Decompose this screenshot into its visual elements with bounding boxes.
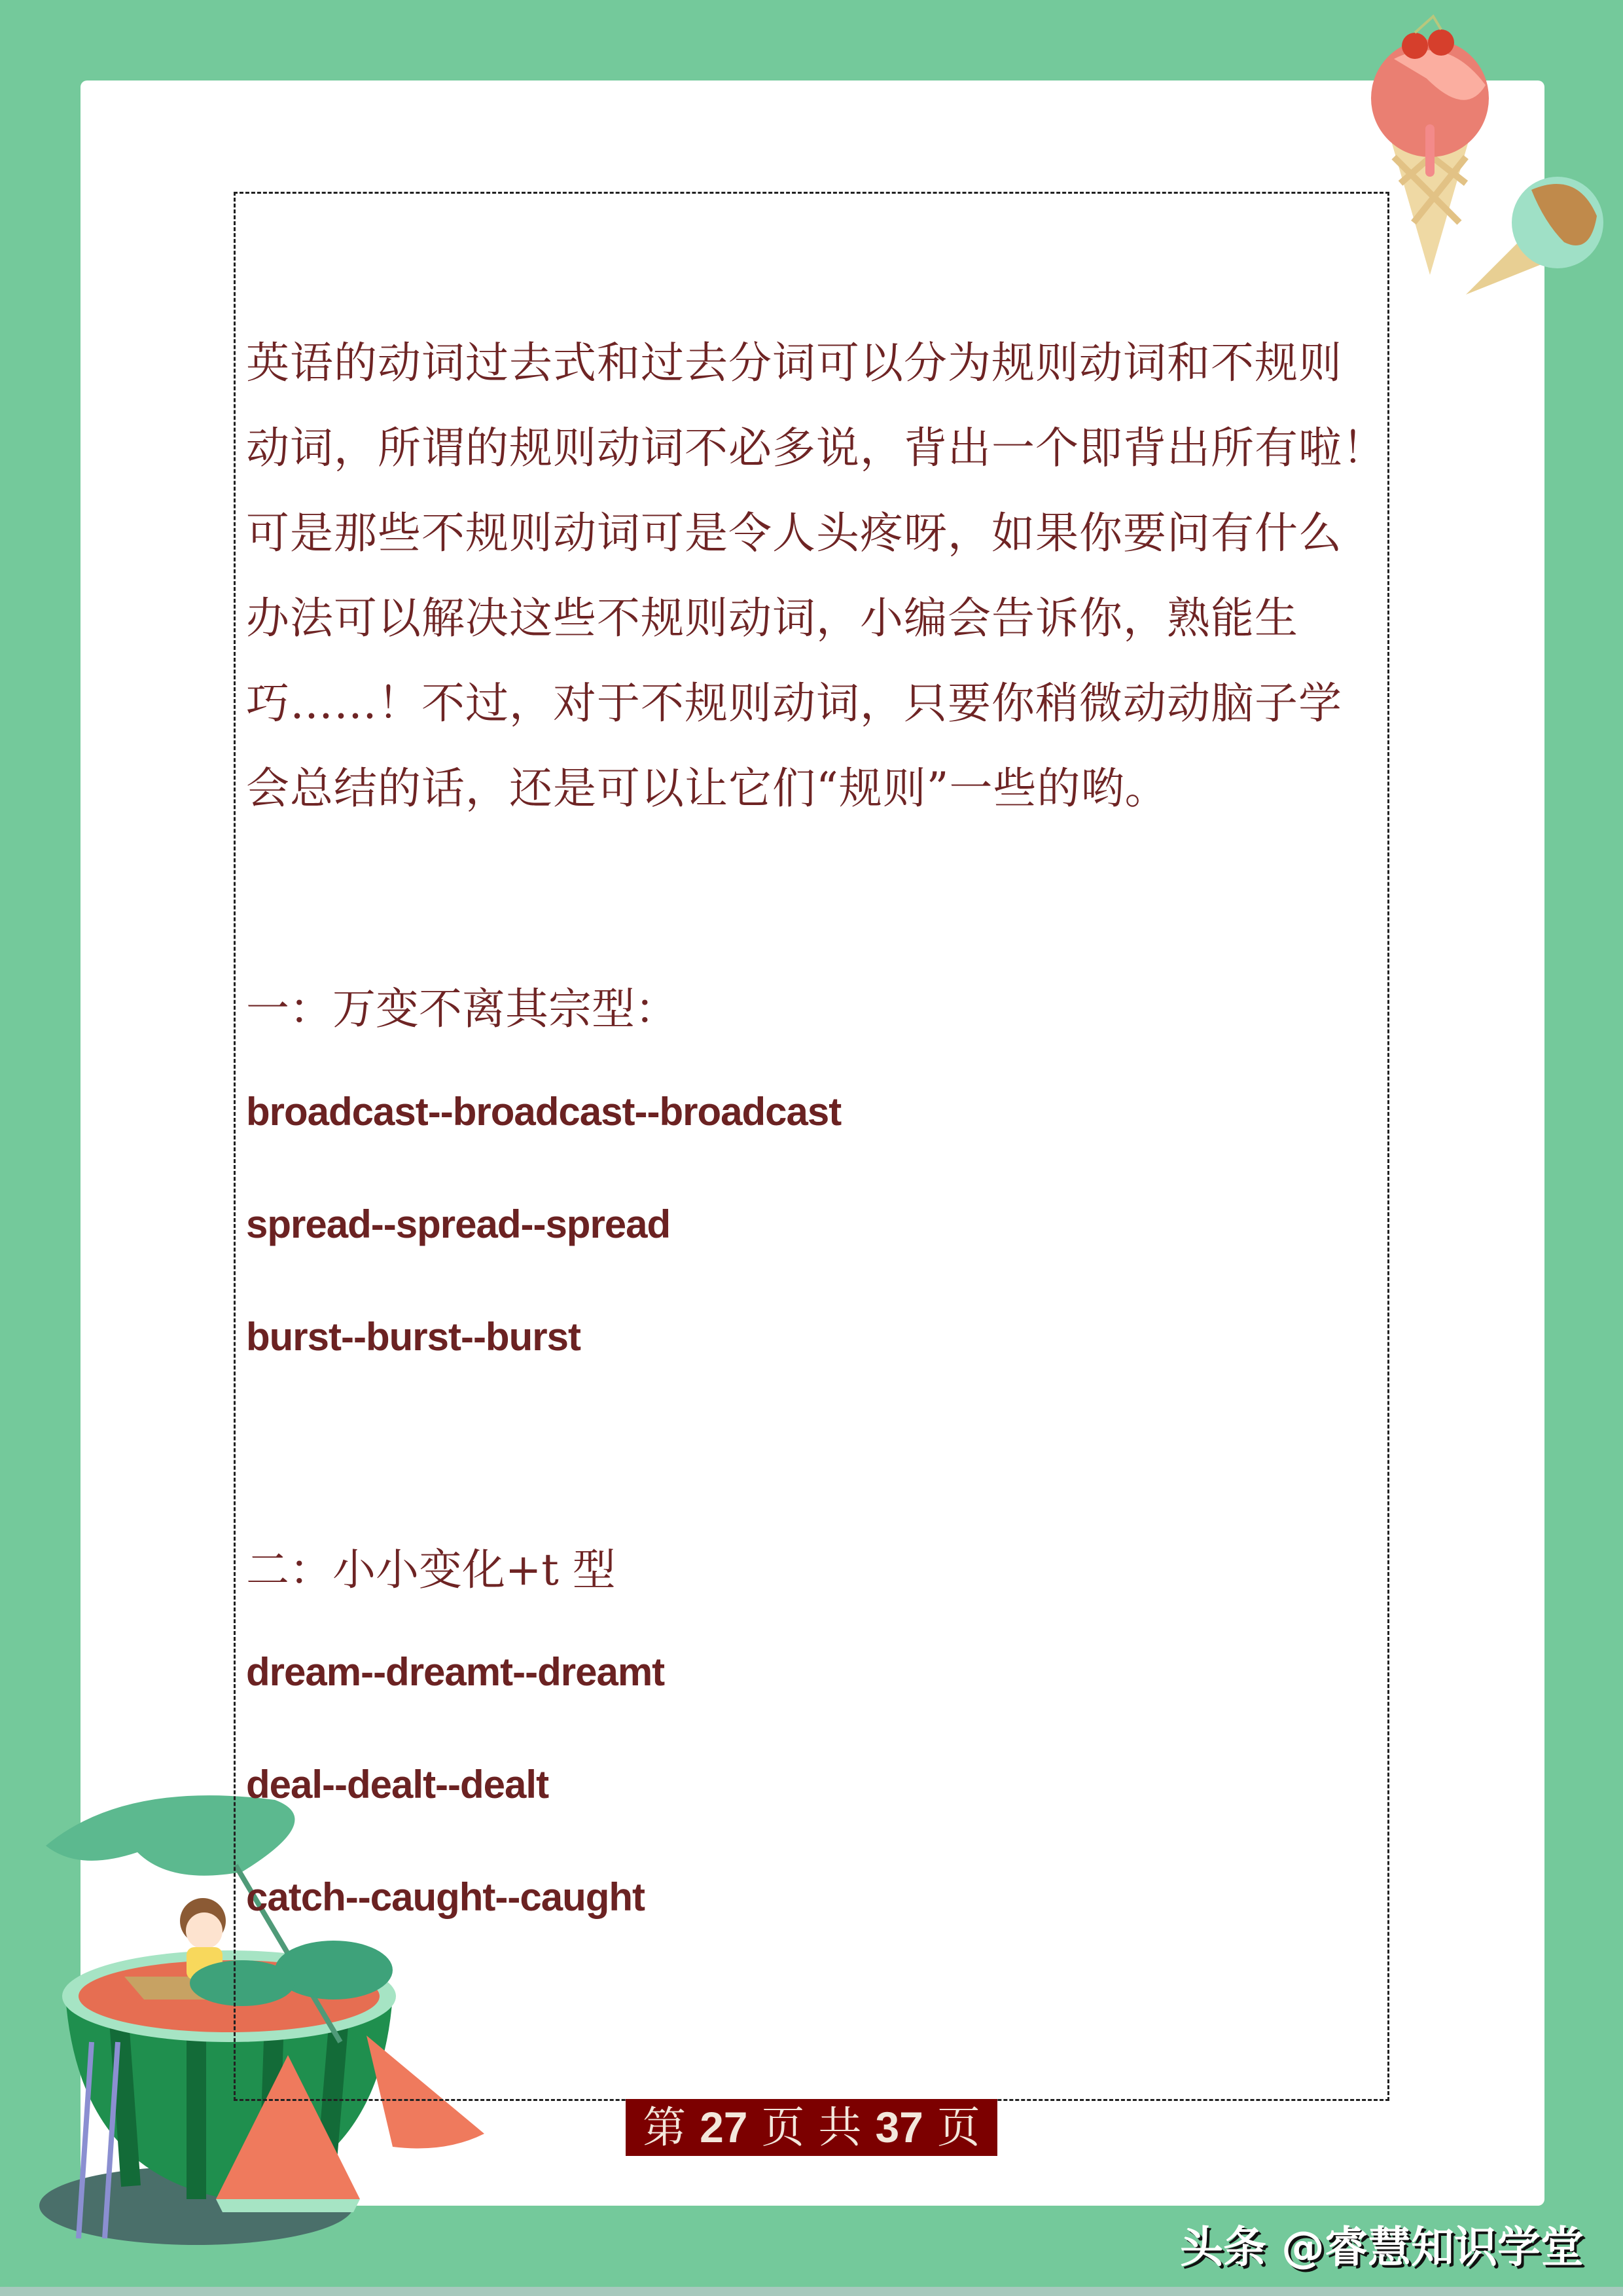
- verb-line: spread--spread--spread: [246, 1202, 671, 1246]
- page-number-badge: [626, 2099, 997, 2156]
- bottom-strip: [0, 2287, 1623, 2296]
- intro-line: 可是那些不规则动词可是令人头疼呀，如果你要问有什么: [246, 508, 1342, 558]
- intro-line: 动词，所谓的规则动词不必多说，背出一个即背出所有啦！: [246, 423, 1386, 473]
- page-total: 37: [875, 2103, 923, 2151]
- page-prefix: 第: [643, 2102, 687, 2153]
- intro-line: 办法可以解决这些不规则动词，小编会告诉你，熟能生: [246, 593, 1298, 643]
- page-suffix: 页: [936, 2102, 980, 2153]
- verb-line: catch--caught--caught: [246, 1875, 645, 1919]
- verb-line: broadcast--broadcast--broadcast: [246, 1090, 842, 1134]
- intro-paragraph: [246, 321, 1385, 831]
- watermark: 头条 @睿慧知识学堂: [1180, 2222, 1584, 2272]
- intro-line: 英语的动词过去式和过去分词可以分为规则动词和不规则: [246, 338, 1342, 388]
- verb-line: burst--burst--burst: [246, 1315, 580, 1359]
- section-heading-2: 二：小小变化+t 型: [246, 1545, 616, 1595]
- ice-cream-icon: [1368, 7, 1623, 308]
- page-current: 27: [700, 2103, 748, 2151]
- intro-line: 会总结的话，还是可以让它们“规则”一些的哟。: [246, 763, 1169, 814]
- verb-line: dream--dreamt--dreamt: [246, 1650, 665, 1694]
- section-heading-1: 一：万变不离其宗型：: [246, 984, 678, 1034]
- intro-line: 巧……！不过，对于不规则动词，只要你稍微动动脑子学: [246, 678, 1342, 728]
- verb-line: deal--dealt--dealt: [246, 1763, 549, 1806]
- page-mid: 页 共: [761, 2102, 862, 2153]
